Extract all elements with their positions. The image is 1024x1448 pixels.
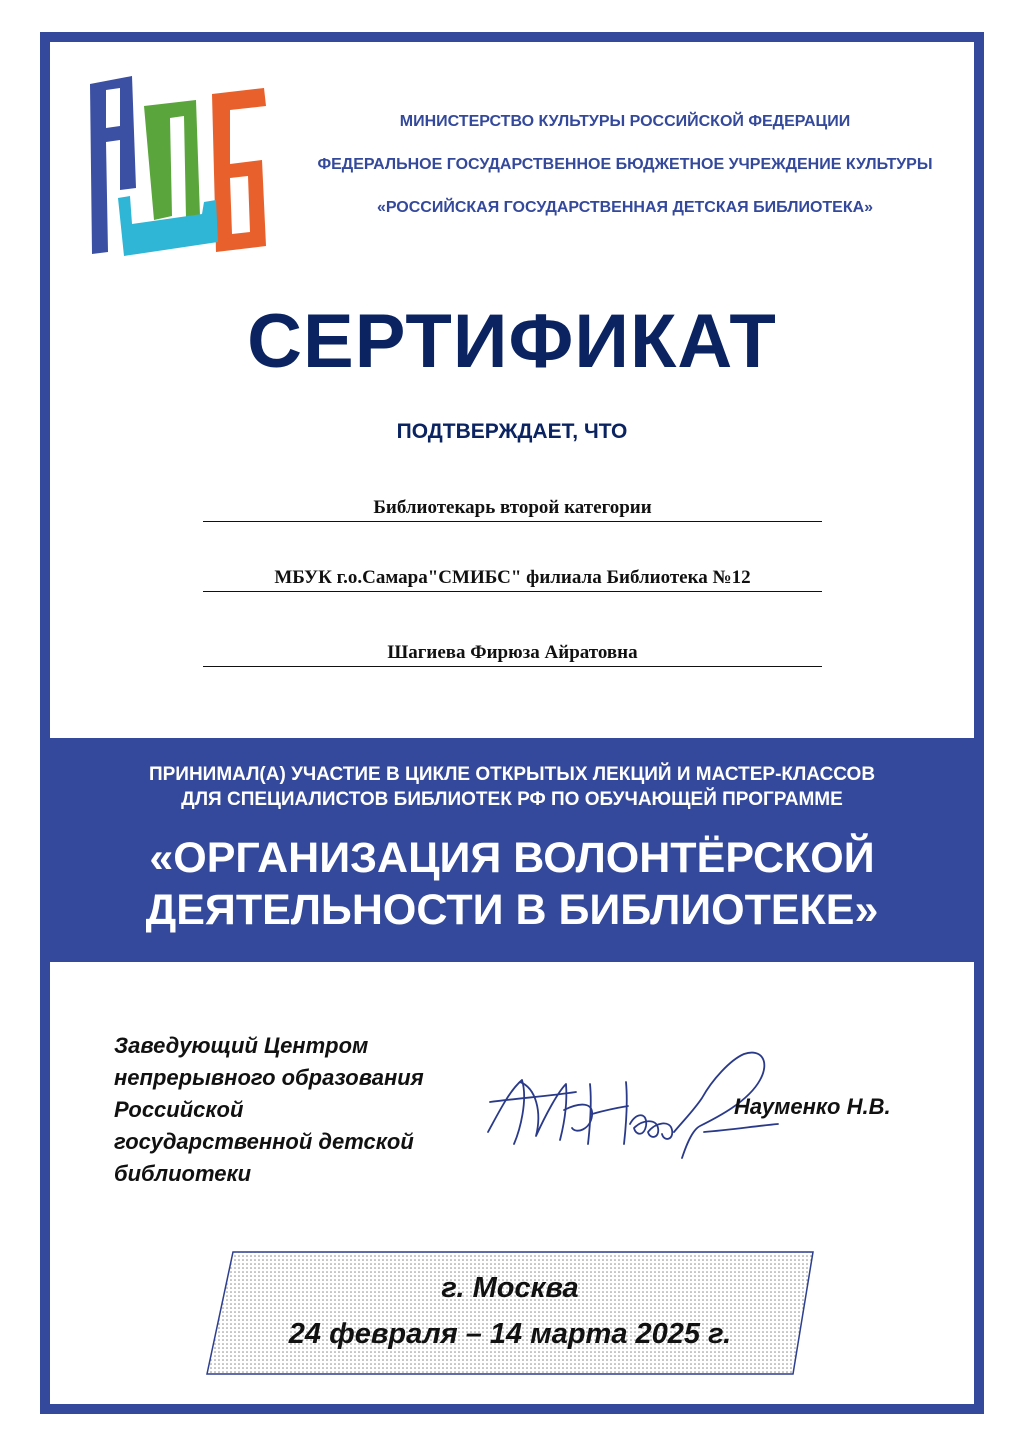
signer-position-line: непрерывного образования (114, 1065, 424, 1090)
signer-position-line: библиотеки (114, 1161, 252, 1186)
program-dates: 24 февраля – 14 марта 2025 г. (288, 1318, 732, 1350)
program-title-line-1: «ОРГАНИЗАЦИЯ ВОЛОНТЁРСКОЙ (149, 834, 875, 882)
participation-line-1: ПРИНИМАЛ(А) УЧАСТИЕ В ЦИКЛЕ ОТКРЫТЫХ ЛЕКЦИЙ И МАСТЕР-КЛАССОВ (148, 764, 876, 785)
participation-line-2: ДЛЯ СПЕЦИАЛИСТОВ БИБЛИОТЕК РФ ПО ОБУЧАЮЩЕЙ ПРОГРАММЕ (181, 789, 843, 810)
program-title (50, 832, 974, 936)
signer-name: Науменко Н.В. (734, 1094, 891, 1119)
recipient-name-field: Шагиева Фирюза Айратовна (203, 642, 822, 667)
program-title-line-2: ДЕЯТЕЛЬНОСТИ В БИБЛИОТЕКЕ» (145, 886, 879, 934)
city: г. Москва (441, 1272, 579, 1304)
library-name-line: «РОССИЙСКАЯ ГОСУДАРСТВЕННАЯ ДЕТСКАЯ БИБЛИОТЕКА» (376, 199, 874, 216)
ministry-line: МИНИСТЕРСТВО КУЛЬТУРЫ РОССИЙСКОЙ ФЕДЕРАЦИИ (399, 113, 851, 130)
institution-header (280, 100, 970, 229)
position-field: Библиотекарь второй категории (203, 497, 822, 522)
signer-position-line: Заведующий Центром (114, 1033, 369, 1058)
signer-position (114, 1030, 474, 1190)
dotted-parallelogram (205, 1250, 815, 1376)
certificate-title: СЕРТИФИКАТ (247, 299, 777, 384)
institution-type-line: ФЕДЕРАЛЬНОЕ ГОСУДАРСТВЕННОЕ БЮДЖЕТНОЕ УЧРЕЖДЕНИЕ КУЛЬТУРЫ (317, 156, 933, 173)
confirms-label: ПОДТВЕРЖДАЕТ, ЧТО (396, 420, 628, 443)
rgdb-logo (84, 70, 270, 256)
organization-field: МБУК г.о.Самара"СМИБС" филиала Библиотека №12 (203, 567, 822, 592)
signer-position-line: Российской (114, 1097, 244, 1122)
place-date-box (205, 1250, 815, 1376)
participation-text (50, 762, 974, 812)
signer-position-line: государственной детской (114, 1129, 414, 1154)
program-band (50, 738, 974, 962)
